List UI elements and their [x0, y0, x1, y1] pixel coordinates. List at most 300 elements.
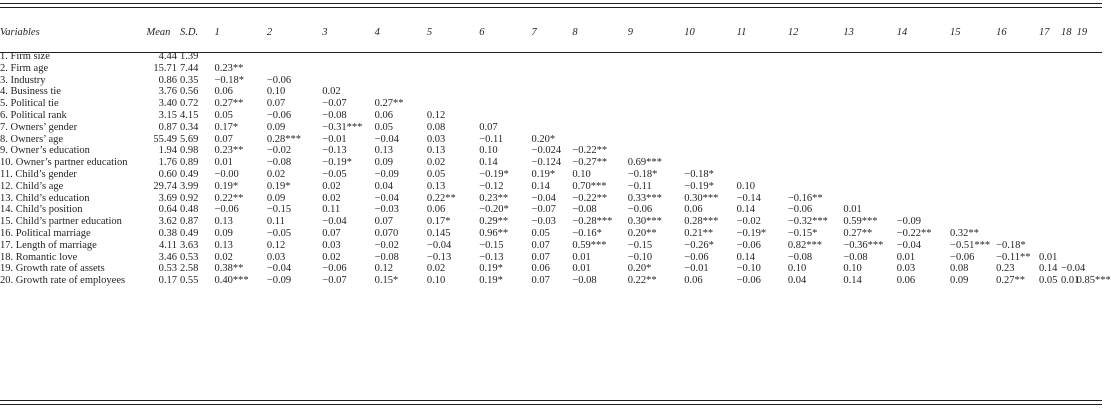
sd-cell: 0.49 — [179, 168, 199, 180]
correlation-cell: 0.02 — [426, 157, 446, 169]
correlation-cell — [684, 110, 736, 122]
correlation-cell: 0.19* — [479, 263, 503, 275]
sd-cell: 1.39 — [179, 51, 199, 62]
correlation-cell — [375, 51, 427, 63]
correlation-cell: 0.96** — [479, 227, 509, 239]
correlation-cell: −0.06 — [684, 251, 709, 263]
correlation-cell — [1039, 193, 1061, 205]
correlation-cell — [737, 122, 788, 134]
correlation-cell: 0.07 — [266, 98, 286, 110]
correlation-cell: 0.01 — [896, 251, 916, 263]
table-row — [0, 110, 1102, 122]
correlation-cell: −0.06 — [266, 74, 292, 86]
correlation-cell: 0.03 — [322, 239, 341, 251]
sd-cell: 5.69 — [179, 133, 199, 145]
correlation-cell: 0.02 — [322, 86, 341, 98]
correlation-cell: 0.06 — [426, 204, 446, 216]
correlation-cell: −0.19* — [322, 157, 352, 169]
correlation-cell — [1061, 216, 1077, 228]
correlation-cell: 0.10 — [843, 263, 862, 275]
correlation-cell — [267, 63, 322, 75]
table-row — [0, 181, 1102, 193]
correlation-cell — [479, 51, 531, 63]
correlation-cell — [532, 63, 573, 75]
correlation-cell: −0.08 — [572, 204, 597, 216]
correlation-cell: −0.02 — [374, 239, 399, 251]
correlation-cell — [322, 63, 374, 75]
correlation-cell: −0.18* — [214, 74, 245, 86]
column-header: Variables — [0, 27, 40, 38]
correlation-cell: −0.04 — [531, 192, 556, 204]
correlation-cell — [788, 157, 843, 169]
correlation-cell: −0.06 — [214, 204, 239, 216]
correlation-cell: 0.07 — [374, 216, 393, 228]
correlation-cell — [1077, 228, 1102, 240]
correlation-cell: 0.12 — [266, 239, 286, 251]
correlation-cell — [684, 86, 736, 98]
correlation-cell — [737, 63, 788, 75]
correlation-cell — [897, 51, 950, 63]
correlation-cell: 0.13 — [374, 145, 393, 157]
correlation-cell: 0.11 — [266, 216, 285, 228]
correlation-cell — [737, 134, 788, 146]
correlation-cell: −0.32*** — [787, 216, 828, 228]
correlation-cell: −0.03 — [374, 204, 399, 216]
correlation-cell — [1061, 169, 1077, 181]
correlation-cell — [1077, 193, 1102, 205]
variable-name-cell: 13. Child’s education — [0, 192, 90, 204]
sd-cell: 0.34 — [179, 121, 199, 133]
correlation-cell — [996, 169, 1039, 181]
correlation-cell: −0.05 — [266, 227, 292, 239]
correlation-cell — [843, 181, 896, 193]
column-header: 4 — [374, 27, 380, 38]
column-header: 19 — [1076, 27, 1088, 38]
variable-name-cell: 7. Owners’ gender — [0, 121, 78, 133]
correlation-cell: 0.10 — [787, 263, 807, 275]
correlation-cell — [427, 98, 479, 110]
correlation-cell — [950, 193, 996, 205]
correlation-cell: −0.124 — [531, 157, 562, 169]
correlation-cell: −0.09 — [266, 275, 292, 287]
correlation-cell: −0.03 — [531, 216, 556, 228]
correlation-cell: −0.04 — [374, 133, 399, 145]
sd-cell: 0.98 — [179, 145, 199, 157]
correlation-cell: −0.28*** — [572, 216, 613, 228]
correlation-cell: 0.04 — [787, 275, 807, 287]
correlation-cell — [950, 51, 996, 63]
correlation-cell — [628, 98, 685, 110]
correlation-cell: −0.26* — [684, 239, 714, 251]
correlation-cell — [950, 216, 996, 228]
correlation-cell: 0.02 — [322, 251, 341, 263]
correlation-cell — [737, 110, 788, 122]
table-row — [0, 169, 1102, 181]
correlation-cell — [1061, 134, 1077, 146]
correlation-cell — [843, 169, 896, 181]
correlation-cell — [737, 51, 788, 63]
correlation-cell: 0.19* — [266, 180, 291, 192]
top-rule — [0, 3, 1102, 4]
correlation-cell: −0.19* — [479, 168, 509, 180]
correlation-cell — [1039, 240, 1061, 252]
correlation-cell: 0.22** — [627, 275, 657, 287]
table-row — [0, 204, 1102, 216]
correlation-cell — [897, 193, 950, 205]
correlation-cell — [532, 86, 573, 98]
correlation-cell: 0.070 — [374, 227, 399, 239]
table-row — [0, 193, 1102, 205]
correlation-cell — [684, 157, 736, 169]
correlation-cell — [996, 145, 1039, 157]
mean-cell: 3.76 — [158, 86, 177, 98]
correlation-cell — [1061, 98, 1077, 110]
correlation-cell: 0.85*** — [1076, 275, 1111, 287]
correlation-cell — [1077, 110, 1102, 122]
sd-cell: 0.53 — [179, 251, 199, 263]
correlation-cell — [737, 75, 788, 87]
variable-name-cell: 8. Owners’ age — [0, 133, 64, 145]
sd-cell: 0.92 — [179, 192, 199, 204]
correlation-cell: 0.05 — [531, 227, 550, 239]
correlation-cell — [996, 75, 1039, 87]
correlation-cell — [843, 98, 896, 110]
correlation-cell — [628, 75, 685, 87]
variable-name-cell: 4. Business tie — [0, 86, 61, 98]
correlation-cell — [788, 98, 843, 110]
correlation-cell — [479, 110, 531, 122]
correlation-cell — [897, 75, 950, 87]
correlation-cell — [684, 51, 736, 63]
correlation-cell — [843, 145, 896, 157]
correlation-cell — [532, 122, 573, 134]
column-header: 3 — [322, 27, 328, 38]
correlation-cell — [322, 51, 374, 63]
correlation-cell — [996, 157, 1039, 169]
variable-name-cell: 17. Length of marriage — [0, 239, 97, 251]
correlation-cell — [1039, 157, 1061, 169]
mean-cell: 0.87 — [158, 121, 177, 133]
correlation-cell: 0.08 — [950, 263, 969, 275]
correlation-cell: −0.06 — [787, 204, 813, 216]
correlation-cell: −0.16* — [572, 227, 602, 239]
correlation-cell: 0.30*** — [684, 192, 719, 204]
correlation-cell: −0.10 — [736, 263, 761, 275]
correlation-cell: 0.20* — [627, 263, 652, 275]
correlation-cell: −0.01 — [684, 263, 709, 275]
correlation-cell: 0.145 — [426, 227, 451, 239]
correlation-cell — [572, 75, 627, 87]
correlation-cell — [897, 169, 950, 181]
correlation-cell — [1039, 181, 1061, 193]
variable-name-cell: 15. Child’s partner education — [0, 216, 122, 228]
correlation-cell — [1039, 63, 1061, 75]
correlation-cell: −0.36*** — [843, 239, 884, 251]
correlation-cell: −0.19* — [684, 180, 714, 192]
correlation-cell: −0.22** — [572, 192, 608, 204]
correlation-cell: 0.06 — [896, 275, 916, 287]
correlation-cell — [996, 122, 1039, 134]
correlation-cell — [843, 157, 896, 169]
correlation-cell — [996, 228, 1039, 240]
correlation-cell: −0.13 — [322, 145, 347, 157]
correlation-cell: 0.02 — [322, 180, 341, 192]
sd-cell: 0.49 — [179, 227, 199, 239]
table-row — [0, 240, 1102, 252]
correlation-cell: 0.02 — [266, 168, 286, 180]
correlation-cell: 0.29** — [479, 216, 509, 228]
variable-name-cell: 6. Political rank — [0, 109, 67, 121]
correlation-cell: −0.27** — [572, 157, 608, 169]
correlation-cell: 0.08 — [426, 121, 446, 133]
correlation-cell — [1039, 110, 1061, 122]
correlation-cell: −0.18* — [627, 168, 658, 180]
sd-cell: 0.56 — [179, 86, 199, 98]
correlation-cell — [628, 86, 685, 98]
variable-name-cell: 12. Child’s age — [0, 180, 64, 192]
mean-cell: 0.53 — [158, 263, 177, 275]
correlation-cell: 0.09 — [214, 227, 233, 239]
correlation-cell: 0.27** — [214, 98, 244, 110]
table-row — [0, 63, 1102, 75]
table-row — [0, 51, 1102, 63]
correlation-cell: 0.23** — [214, 145, 244, 157]
correlation-cell — [897, 86, 950, 98]
correlation-cell: −0.51*** — [950, 239, 991, 251]
table-row — [0, 275, 1102, 287]
table-row — [0, 216, 1102, 228]
correlation-cell: 0.22** — [426, 192, 456, 204]
correlation-cell: −0.10 — [627, 251, 653, 263]
correlation-cell — [843, 193, 896, 205]
correlation-cell: 0.07 — [322, 227, 341, 239]
correlation-cell — [1039, 98, 1061, 110]
correlation-cell: 0.14 — [1039, 263, 1058, 275]
correlation-cell: −0.16** — [787, 192, 823, 204]
correlation-cell — [950, 134, 996, 146]
variable-name-cell: 9. Owner’s education — [0, 145, 90, 157]
correlation-cell: 0.19* — [479, 275, 503, 287]
correlation-cell — [628, 110, 685, 122]
column-header: S.D. — [179, 27, 199, 38]
column-header: 14 — [896, 27, 908, 38]
mean-cell: 3.69 — [158, 192, 177, 204]
correlation-cell — [572, 134, 627, 146]
correlation-cell: −0.22** — [896, 227, 932, 239]
correlation-cell: −0.04 — [266, 263, 292, 275]
variable-name-cell: 1. Firm size — [0, 51, 50, 62]
correlation-cell — [1061, 204, 1077, 216]
correlation-cell: −0.06 — [322, 263, 347, 275]
correlation-cell — [1061, 110, 1077, 122]
column-header: Mean — [146, 27, 171, 38]
correlation-cell: 0.70*** — [572, 180, 607, 192]
correlation-cell — [1061, 252, 1077, 264]
correlation-cell — [788, 169, 843, 181]
correlation-cell: 0.28*** — [266, 133, 301, 145]
correlation-cell: 0.19* — [214, 180, 239, 192]
mean-cell: 1.94 — [158, 145, 177, 157]
correlation-cell — [375, 75, 427, 87]
correlation-cell — [843, 75, 896, 87]
correlation-cell: 0.06 — [531, 263, 550, 275]
correlation-cell — [788, 134, 843, 146]
correlation-cell — [1061, 145, 1077, 157]
correlation-cell: 0.20* — [531, 133, 556, 145]
correlation-cell: 0.14 — [531, 180, 550, 192]
correlation-cell — [788, 86, 843, 98]
correlation-cell: −0.02 — [736, 216, 761, 228]
column-header: 16 — [996, 27, 1007, 38]
correlation-cell: 0.05 — [214, 109, 233, 121]
sd-cell: 7.44 — [179, 62, 199, 74]
correlation-cell — [996, 204, 1039, 216]
correlation-cell: 0.14 — [736, 204, 755, 216]
correlation-cell — [897, 134, 950, 146]
correlation-cell — [532, 98, 573, 110]
correlation-cell — [788, 110, 843, 122]
correlation-cell — [427, 86, 479, 98]
correlation-cell — [897, 122, 950, 134]
correlation-cell: 0.07 — [531, 239, 550, 251]
correlation-cell — [684, 122, 736, 134]
column-header: 12 — [787, 27, 799, 38]
correlation-cell: −0.024 — [531, 145, 562, 157]
sd-cell: 0.87 — [179, 216, 199, 228]
correlation-cell: 0.03 — [266, 251, 286, 263]
top-rule-inner — [0, 7, 1102, 8]
correlation-cell: 0.11 — [322, 204, 341, 216]
correlation-cell: −0.22** — [572, 145, 608, 157]
correlation-table — [0, 27, 1111, 287]
correlation-cell — [996, 98, 1039, 110]
correlation-cell — [628, 122, 685, 134]
correlation-cell — [996, 193, 1039, 205]
correlation-cell — [1077, 145, 1102, 157]
correlation-cell: 0.33*** — [627, 192, 662, 204]
correlation-cell — [897, 63, 950, 75]
correlation-cell — [572, 110, 627, 122]
correlation-cell — [532, 75, 573, 87]
correlation-cell — [950, 110, 996, 122]
correlation-cell — [950, 75, 996, 87]
correlation-cell — [1077, 63, 1102, 75]
correlation-cell — [897, 98, 950, 110]
correlation-cell: −0.19* — [736, 227, 767, 239]
variable-name-cell: 5. Political tie — [0, 98, 59, 110]
correlation-cell — [628, 145, 685, 157]
correlation-cell — [572, 98, 627, 110]
correlation-cell — [684, 75, 736, 87]
variable-name-cell: 2. Firm age — [0, 62, 49, 74]
correlation-cell — [950, 181, 996, 193]
column-header: 10 — [684, 27, 695, 38]
column-header: 11 — [736, 27, 747, 38]
correlation-cell — [737, 145, 788, 157]
correlation-cell — [427, 75, 479, 87]
correlation-cell: 0.07 — [531, 275, 550, 287]
correlation-cell: 0.10 — [426, 275, 446, 287]
correlation-cell: −0.08 — [787, 251, 813, 263]
correlation-cell: 0.13 — [214, 239, 233, 251]
table-row — [0, 75, 1102, 87]
correlation-cell — [1039, 134, 1061, 146]
correlation-cell: 0.15* — [374, 275, 399, 287]
correlation-cell — [1077, 51, 1102, 63]
correlation-cell: 0.14 — [843, 275, 862, 287]
correlation-cell — [950, 63, 996, 75]
correlation-cell: −0.09 — [374, 168, 399, 180]
sd-cell: 0.89 — [179, 157, 199, 169]
correlation-cell: 0.17* — [426, 216, 451, 228]
correlation-cell: −0.04 — [896, 239, 921, 251]
correlation-cell — [1077, 181, 1102, 193]
mean-cell: 15.71 — [153, 62, 177, 74]
correlation-cell — [427, 51, 479, 63]
correlation-cell: −0.13 — [479, 251, 504, 263]
correlation-cell: 0.12 — [374, 263, 393, 275]
sd-cell: 3.99 — [179, 180, 199, 192]
correlation-cell: 0.06 — [684, 204, 703, 216]
correlation-cell: −0.15* — [787, 227, 818, 239]
correlation-cell — [1077, 216, 1102, 228]
correlation-cell: 0.05 — [374, 121, 393, 133]
correlation-cell — [1061, 86, 1077, 98]
correlation-cell — [215, 51, 267, 63]
correlation-cell: 0.21** — [684, 227, 714, 239]
correlation-cell: −0.20* — [479, 204, 509, 216]
sd-cell: 0.35 — [179, 74, 199, 86]
correlation-cell — [1077, 204, 1102, 216]
correlation-cell — [1061, 51, 1077, 63]
sd-cell: 0.72 — [179, 98, 199, 110]
correlation-cell: −0.06 — [627, 204, 653, 216]
variable-name-cell: 3. Industry — [0, 74, 46, 86]
correlation-cell: −0.31*** — [322, 121, 363, 133]
correlation-cell — [843, 63, 896, 75]
correlation-cell: −0.06 — [736, 275, 761, 287]
correlation-cell: −0.13 — [426, 251, 452, 263]
sd-cell: 0.48 — [179, 204, 199, 216]
column-header: 9 — [627, 27, 634, 38]
correlation-cell — [1077, 122, 1102, 134]
correlation-cell: 0.23** — [214, 62, 244, 74]
table-row — [0, 263, 1102, 275]
correlation-cell — [788, 145, 843, 157]
mean-cell: 3.40 — [158, 98, 177, 110]
correlation-cell — [950, 204, 996, 216]
correlation-cell — [684, 134, 736, 146]
correlation-cell — [1039, 51, 1061, 63]
correlation-cell: 0.07 — [479, 121, 498, 133]
column-header: 17 — [1039, 27, 1050, 38]
correlation-cell — [1077, 134, 1102, 146]
correlation-cell: 0.02 — [426, 263, 446, 275]
variable-name-cell: 20. Growth rate of employees — [0, 275, 126, 287]
bottom-rule-inner — [0, 400, 1102, 401]
correlation-cell — [1039, 169, 1061, 181]
correlation-cell: 0.17* — [214, 121, 239, 133]
correlation-cell: 0.23** — [479, 192, 509, 204]
correlation-cell: 0.20** — [627, 227, 657, 239]
mean-cell: 55.49 — [153, 133, 177, 145]
correlation-cell — [684, 98, 736, 110]
column-header: 5 — [426, 27, 433, 38]
correlation-cell — [628, 63, 685, 75]
correlation-cell — [684, 145, 736, 157]
correlation-cell — [1077, 169, 1102, 181]
correlation-cell — [572, 51, 627, 63]
